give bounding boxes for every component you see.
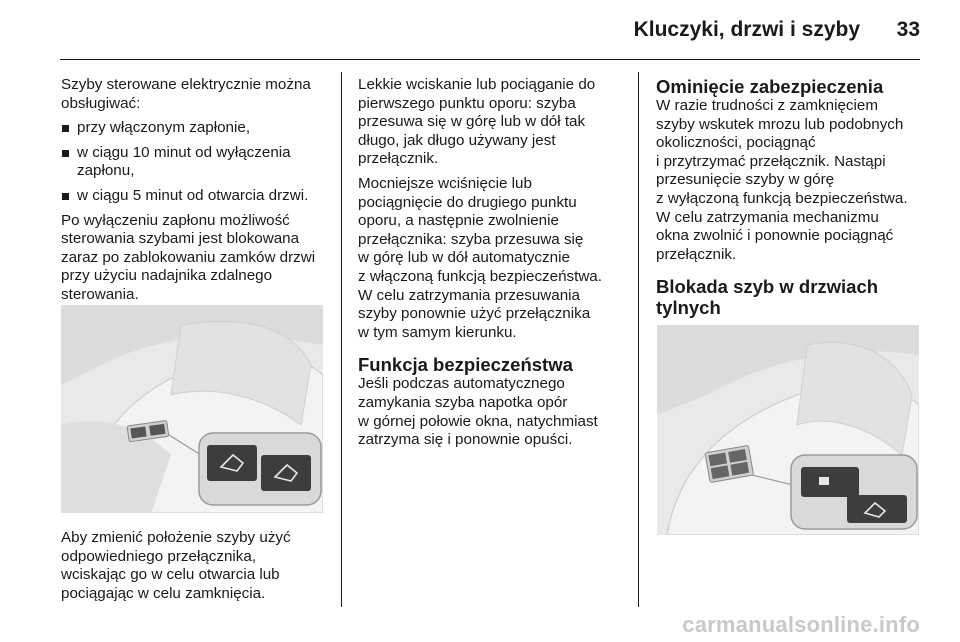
- window-switch-illustration: [61, 305, 323, 513]
- column-divider-left: [341, 72, 342, 607]
- override-heading: Ominięcie zabezpieczenia: [656, 76, 884, 97]
- list-item-text: w ciągu 5 minut od otwarcia drzwi.: [77, 186, 309, 204]
- list-item-text: w ciągu 10 minut od wyłączenia zapłonu,: [77, 143, 291, 180]
- figure-caption: Aby zmienić położenie szyby użyć odpowiedniego przełącznika, wciskając go w celu otwarcia lub pociągając w celu zamknięcia.: [61, 529, 291, 602]
- watermark: carmanualsonline.info: [682, 612, 920, 637]
- middle-column: [358, 76, 633, 456]
- column-divider-right: [638, 72, 639, 607]
- override-text: W razie trudności z zamknięciem szyby wskutek mrozu lub podobnych okoliczności, pociągnąć i przytrzymać przełącznik. Nastąpi przesunięcie szyby w górę z wyłączoną funkcją bezpieczeństwa. W celu zatrzymania mechanizmu okna zwolnić i ponownie pociągnąć przełącznik.: [656, 97, 908, 263]
- page-title: Kluczyki, drzwi i szyby: [633, 18, 860, 41]
- list-item: [61, 119, 336, 138]
- bullet-square-icon: [62, 150, 69, 157]
- paragraph-light-press: Lekkie wciskanie lub pociąganie do pierwszego punktu oporu: szyba przesuwa się w górę lub w dół tak długo, jak długo używany jest przełącznik.: [358, 76, 596, 168]
- left-column: [61, 76, 336, 311]
- list-item-text: przy włączonym zapłonie,: [77, 119, 251, 137]
- safety-function-text: Jeśli podczas automatycznego zamykania szyba napotka opór w górnej połowie okna, natychmiast zatrzyma się i ponownie opuści.: [358, 375, 598, 449]
- rear-window-lock-heading: Blokada szyb w drzwiach tylnych: [656, 276, 879, 319]
- intro-text: Szyby sterowane elektrycznie można obsługiwać:: [61, 76, 311, 112]
- list-item: [61, 187, 336, 206]
- bullet-square-icon: [62, 125, 69, 132]
- list-item: [61, 144, 336, 181]
- page-number: 33: [896, 18, 920, 41]
- header-divider: [60, 59, 920, 60]
- caption-block: [61, 529, 336, 609]
- blocking-note: Po wyłączeniu zapłonu możliwość sterowania szybami jest blokowana zaraz po zablokowaniu zamków drzwi przy użyciu nadajnika zdalnego sterowania.: [61, 211, 316, 303]
- paragraph-strong-press: Mocniejsze wciśnięcie lub pociągnięcie do drugiego punktu oporu, a następnie zwolnienie przełącznika: szyba przesuwa się w górę lub w dół automatycznie z włączoną funkcją bezpieczeństwa. W celu zatrzymania przesuwania szyby ponownie użyć przełącznika w tym samym kierunku.: [358, 174, 602, 341]
- safety-function-heading: Funkcja bezpieczeństwa: [358, 354, 573, 376]
- rear-window-lock-illustration: [657, 325, 919, 535]
- right-column: [656, 76, 926, 318]
- conditions-list: [61, 119, 336, 205]
- bullet-square-icon: [62, 193, 69, 200]
